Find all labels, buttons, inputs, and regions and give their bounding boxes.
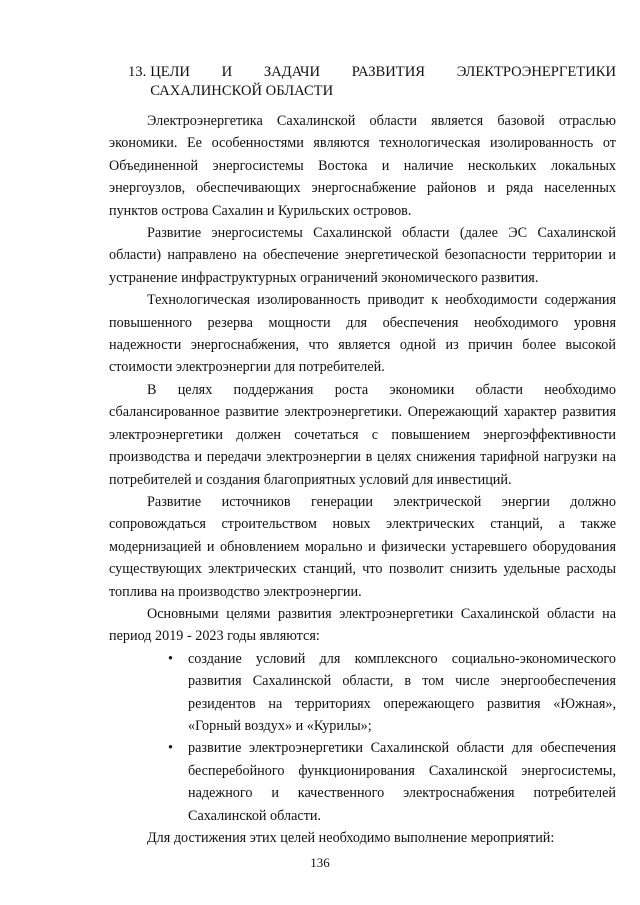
paragraph-6: Основными целями развития электроэнергетики Сахалинской области на период 2019 - 2023 годы являются:	[109, 605, 616, 645]
section-title: ЦЕЛИ И ЗАДАЧИ РАЗВИТИЯ ЭЛЕКТРОЭНЕРГЕТИКИ САХАЛИНСКОЙ ОБЛАСТИ	[150, 64, 616, 99]
paragraph-2: Развитие энергосистемы Сахалинской области (далее ЭС Сахалинской области) направлено на обеспечение энергетической безопасности территории и устранение инфраструктурных ограничений экономического развития.	[109, 225, 616, 286]
goals-list	[109, 648, 616, 827]
document-body	[109, 110, 616, 849]
paragraph-5: Развитие источников генерации электрической энергии должно сопровождаться строительством новых электрических станций, а также модернизацией и обновлением морально и физически устаревшего оборудования существующих электрических станций, что позволит снизить удельные расходы топлива на производство электроэнергии.	[109, 493, 616, 600]
page-number: 136	[310, 855, 330, 870]
bullet-icon: •	[168, 740, 173, 757]
paragraph-3: Технологическая изолированность приводит к необходимости содержания повышенного резерва мощности для обеспечения необходимого уровня надежности энергоснабжения, что является одной из причин более высокой стоимости электроэнергии для потребителей.	[109, 292, 616, 376]
paragraph-1: Электроэнергетика Сахалинской области является базовой отраслью экономики. Ее особенностями являются технологическая изолированность от Объединенной энергосистемы Востока и наличие нескольких локальных энергоузлов, обеспечивающих энергоснабжение районов и ряда населенных пунктов острова Сахалин и Курильских островов.	[109, 113, 616, 219]
paragraph-4: В целях поддержания роста экономики области необходимо сбалансированное развитие электроэнергетики. Опережающий характер развития электроэнергетики должен сочетаться с повышением энергоэффективности производства и передачи электроэнергии в целях снижения тарифной нагрузки на потребителей и создания благоприятных условий для инвестиций.	[109, 381, 616, 488]
bullet-icon: •	[168, 650, 173, 667]
list-item-text: развитие электроэнергетики Сахалинской области для обеспечения бесперебойного функционирования Сахалинской энергосистемы, надежного и качественного электроснабжения потребителей Сахалинской области.	[188, 740, 616, 824]
list-item	[109, 648, 616, 738]
list-item	[109, 737, 616, 827]
list-item-text: создание условий для комплексного социально-экономического развития Сахалинской области, в том числе энергообеспечения резидентов на территориях опережающего развития «Южная», «Горный воздух» и «Курилы»;	[188, 650, 616, 734]
section-number: 13.	[128, 64, 147, 80]
closing-paragraph: Для достижения этих целей необходимо выполнение мероприятий:	[147, 830, 555, 846]
section-heading	[128, 63, 616, 101]
